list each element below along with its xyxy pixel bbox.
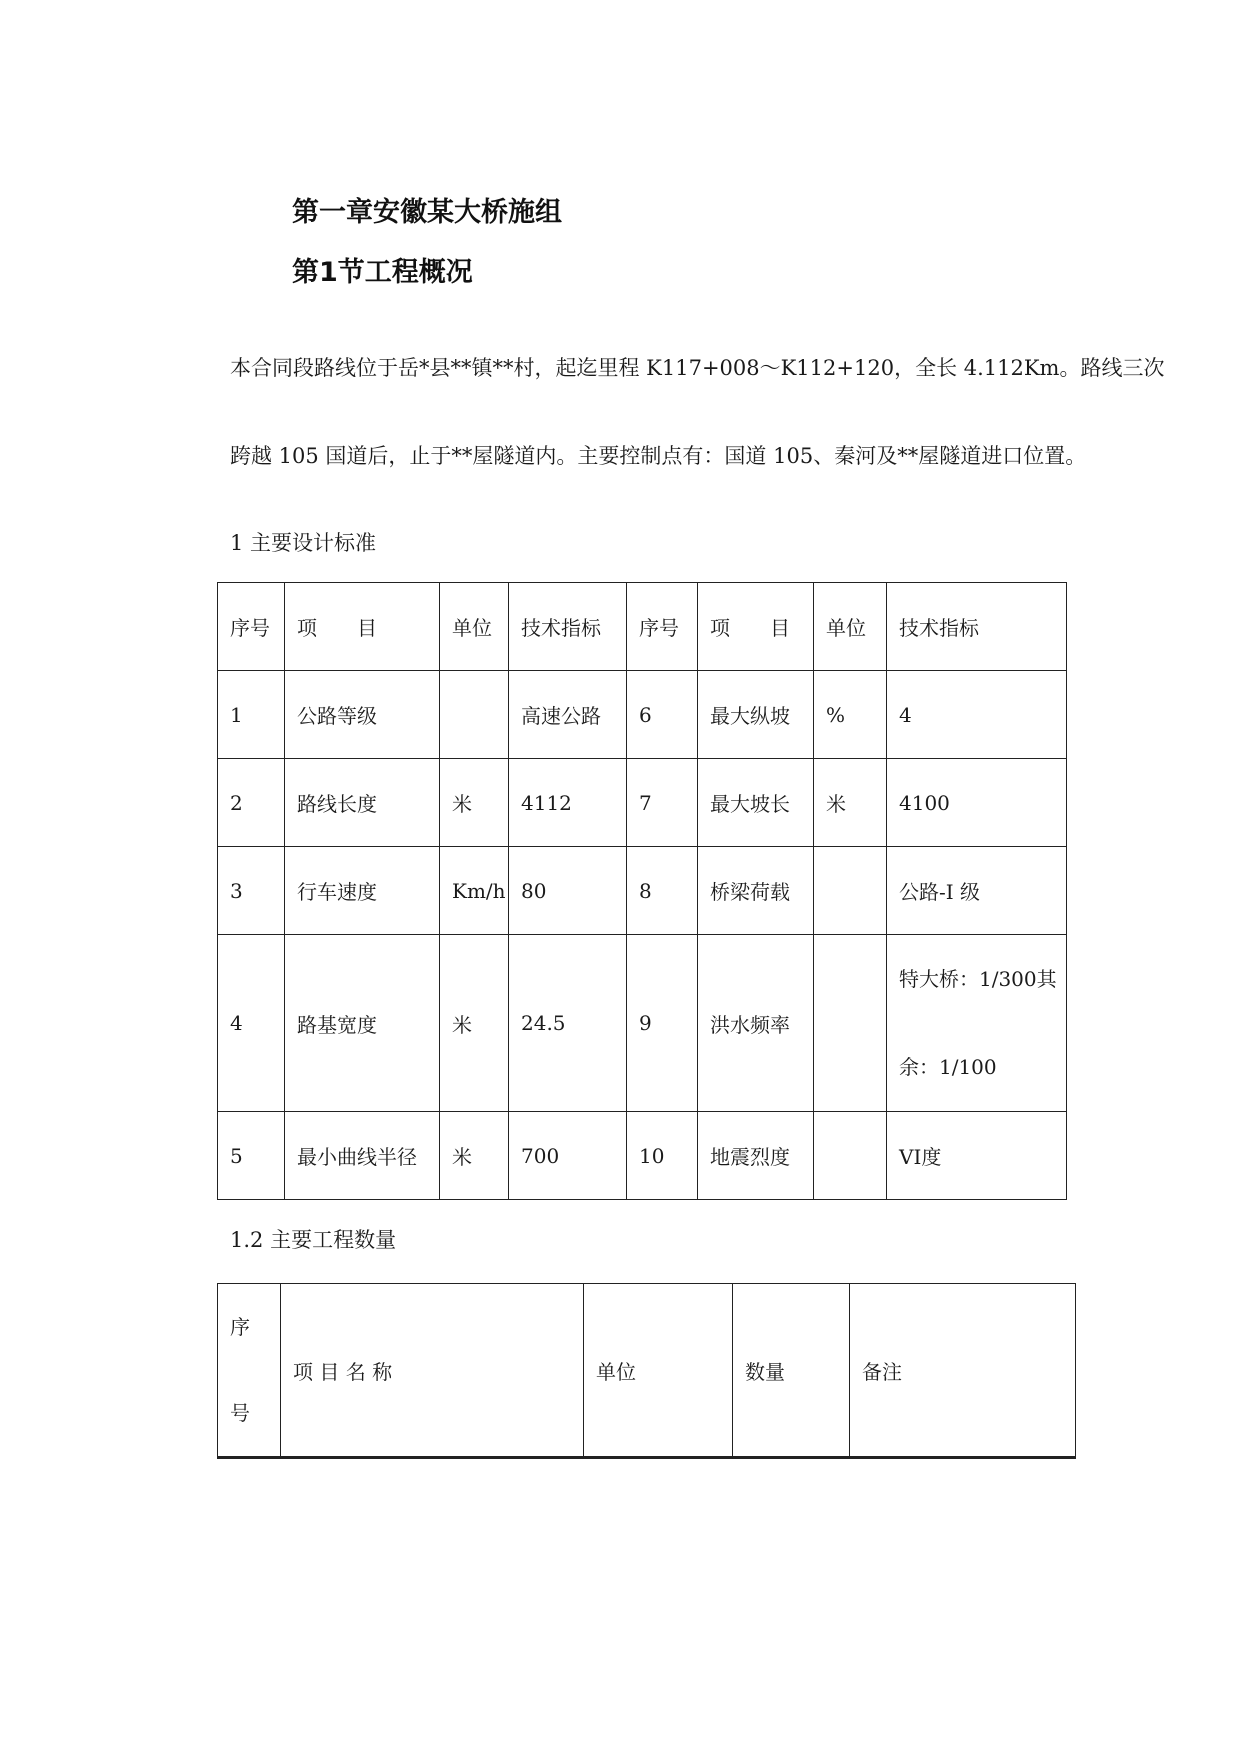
header-cell: 技术指标 [509, 583, 627, 671]
table-cell: 公路-I 级 [887, 847, 1067, 935]
table-cell [814, 1112, 887, 1200]
table-cell: 最大纵坡 [698, 671, 814, 759]
table-cell: 米 [440, 759, 509, 847]
table-cell: 9 [627, 935, 698, 1112]
table-cell: 7 [627, 759, 698, 847]
header-no-line-2: 号 [230, 1401, 250, 1425]
table-row [218, 847, 1067, 935]
table-cell: 700 [509, 1112, 627, 1200]
intro-paragraph-line-2: 跨越 105 国道后，止于**屋隧道内。主要控制点有：国道 105、秦河及**屋隧道进口位置。 [230, 444, 1087, 468]
table-cell: 6 [627, 671, 698, 759]
header-cell: 项 目 [285, 583, 440, 671]
table-cell: 地震烈度 [698, 1112, 814, 1200]
table-cell: 米 [440, 1112, 509, 1200]
table-cell: 24.5 [509, 935, 627, 1112]
table-row [218, 935, 1067, 1112]
intro-paragraph-line-1: 本合同段路线位于岳*县**镇**村，起迄里程 K117+008～K112+120，全长 4.112Km。路线三次 [230, 356, 1165, 380]
table-cell: 5 [218, 1112, 285, 1200]
quantities-table [217, 1283, 1076, 1459]
table-cell: 4 [218, 935, 285, 1112]
table-header-row [218, 583, 1067, 671]
table-cell: 8 [627, 847, 698, 935]
header-cell: 技术指标 [887, 583, 1067, 671]
table-cell: Km/h [440, 847, 509, 935]
flood-frequency-line-2: 余：1/100 [899, 1055, 997, 1079]
table-cell: 高速公路 [509, 671, 627, 759]
table-cell: 路线长度 [285, 759, 440, 847]
table-cell: 米 [440, 935, 509, 1112]
header-cell: 数量 [733, 1284, 850, 1458]
table-cell [440, 671, 509, 759]
table-row [218, 1112, 1067, 1200]
header-cell: 单位 [440, 583, 509, 671]
table-cell: 4112 [509, 759, 627, 847]
header-cell [218, 1284, 281, 1458]
table-cell: 1 [218, 671, 285, 759]
standards-heading: 1 主要设计标准 [230, 531, 377, 555]
table-cell [814, 847, 887, 935]
table-cell: % [814, 671, 887, 759]
header-cell: 序号 [627, 583, 698, 671]
table-cell: 3 [218, 847, 285, 935]
table-header-row [218, 1284, 1076, 1458]
table-cell: 行车速度 [285, 847, 440, 935]
table-cell: VI度 [887, 1112, 1067, 1200]
table-cell: 路基宽度 [285, 935, 440, 1112]
table-cell: 10 [627, 1112, 698, 1200]
table-cell: 4100 [887, 759, 1067, 847]
table-cell: 80 [509, 847, 627, 935]
table-cell [887, 935, 1067, 1112]
header-cell: 项 目 名 称 [281, 1284, 584, 1458]
chapter-title: 第一章安徽某大桥施组 [292, 197, 562, 228]
header-cell: 项 目 [698, 583, 814, 671]
flood-frequency-line-1: 特大桥：1/300其 [899, 967, 1057, 991]
table-cell: 米 [814, 759, 887, 847]
quantities-heading: 1.2 主要工程数量 [230, 1228, 397, 1252]
table-cell: 2 [218, 759, 285, 847]
header-no-line-1: 序 [230, 1315, 250, 1339]
table-cell: 桥梁荷载 [698, 847, 814, 935]
table-cell: 公路等级 [285, 671, 440, 759]
table-row [218, 671, 1067, 759]
header-cell: 单位 [584, 1284, 733, 1458]
table-cell: 最大坡长 [698, 759, 814, 847]
table-cell [814, 935, 887, 1112]
table-cell: 洪水频率 [698, 935, 814, 1112]
table-cell: 4 [887, 671, 1067, 759]
table-row [218, 759, 1067, 847]
table-cell: 最小曲线半径 [285, 1112, 440, 1200]
header-cell: 序号 [218, 583, 285, 671]
header-cell: 单位 [814, 583, 887, 671]
design-standards-table [217, 582, 1067, 1200]
header-cell: 备注 [850, 1284, 1076, 1458]
section-title: 第1节工程概况 [292, 257, 473, 288]
